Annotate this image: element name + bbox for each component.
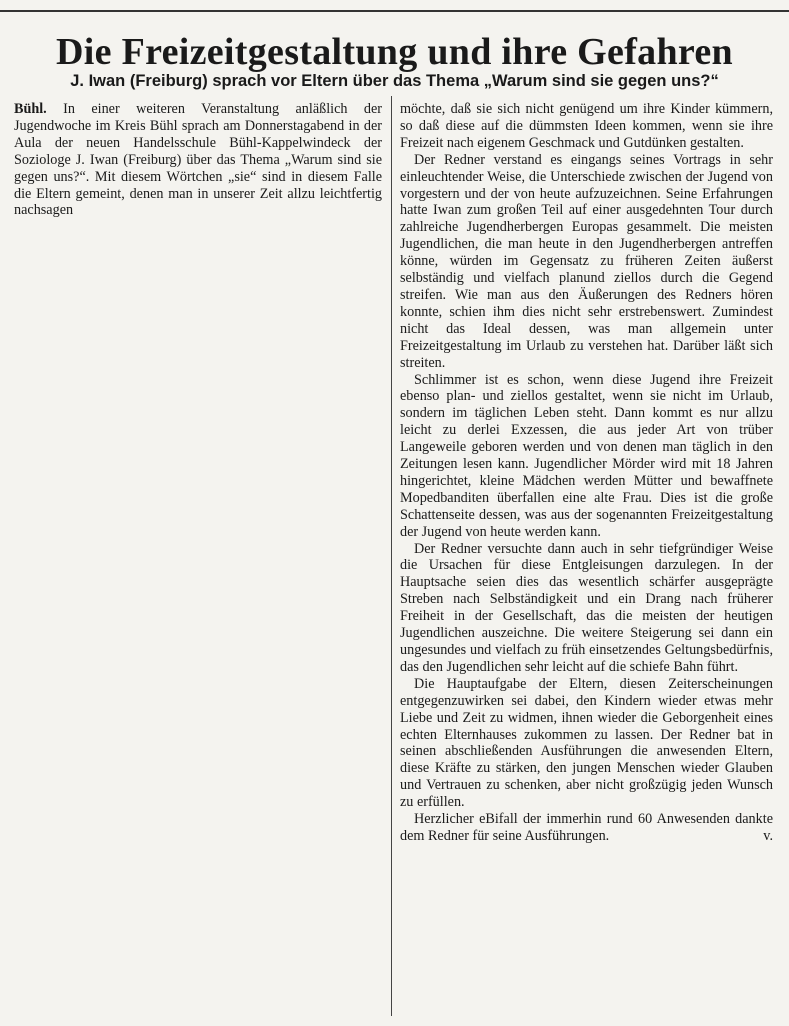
top-rule	[0, 10, 789, 12]
body-paragraph-1: Der Redner verstand es eingangs seines Vortrags in sehr einleuchtender Weise, die Unterschiede zwischen der Jugend von vorgestern und der von heute aufzuzeichnen. Seine Erfahrungen hatte Iwan zum großen Teil auf einer ausgedehnten Tour durch zahlreiche Jugendherbergen Europas gesammelt. Die meisten Jugendlichen, die man heute in den Jugendherbergen antreffen könne, würden im Gegensatz zu früheren Zeiten äußerst selbständig und vielfach planund ziellos durch die Gegend streifen. Wie man aus den Äußerungen des Redners hören konnte, schien ihm dies nicht sehr erstrebenswert. Zumindest nicht das Ideal dessen, was man allgemein unter Freizeitgestaltung im Urlaub zu verstehen hat. Darüber läßt sich streiten.	[400, 151, 773, 371]
body-paragraph-4: Die Hauptaufgabe der Eltern, diesen Zeiterscheinungen entgegenzuwirken sei dabei, den Kindern wieder etwas mehr Liebe und Zeit zu widmen, ihnen wieder die Geborgenheit eines echten Elternhauses zukommen zu lassen. Der Redner bat in seinen abschließenden Ausführungen die anwesenden Eltern, diese Kräfte zu stärken, den jungen Menschen wieder Glauben und Vertrauen zu schenken, aber nicht großzügig jeden Wunsch zu erfüllen.	[400, 675, 773, 811]
article-column-left	[14, 101, 382, 219]
body-paragraph-2: Schlimmer ist es schon, wenn diese Jugend ihre Freizeit ebenso plan- und ziellos gestaltet, wenn sie nicht im Urlaub, sondern im täglichen Leben steht. Dann kommt es nur allzu leicht zu derlei Exzessen, die aus jeder Art von trüber Langeweile geboren werden und von denen man täglich in den Zeitungen lesen kann. Jugendlicher Mörder wird mit 18 Jahren hingerichtet, kleine Mädchen werden Mütter und bewaffnete Mopedbanditen überfallen eine alte Frau. Dies ist die große Schattenseite dessen, was aus der sogenannten Freizeitgestaltung der Jugend von heute werden kann.	[400, 371, 773, 540]
intro-text: In einer weiteren Veranstaltung anläßlich der Jugendwoche im Kreis Bühl sprach am Donnerstagabend in der Aula der neuen Handelsschule Bühl-Kappelwindeck der Soziologe J. Iwan (Freiburg) über das Thema „Warum sind sie gegen uns?“. Mit diesem Wörtchen „sie“ sind in diesem Falle die Eltern gemeint, denen man in unserer Zeit allzu leichtfertig nachsagen	[14, 101, 382, 219]
body-paragraph-3: Der Redner versuchte dann auch in sehr tiefgründiger Weise die Ursachen für diese Entgleisungen darzulegen. In der Hauptsache seien dies das wesentlich schärfer ausgeprägte Streben nach Selbständigkeit und ein Drang nach früherer Freiheit in der Gesellschaft, das die meisten der heutigen Jugendlichen auszeichne. Die weitere Steigerung sei dann ein ungesundes und vielfach zu früh einsetzendes Geltungsbedürfnis, das den Jugendlichen sehr leicht auf die schiefe Bahn führt.	[400, 540, 773, 675]
article-column-right	[400, 101, 773, 845]
author-signature: v.	[763, 827, 773, 844]
column-divider	[391, 96, 392, 1016]
dateline: Bühl.	[14, 101, 47, 117]
intro-paragraph	[14, 101, 382, 219]
subheadline: J. Iwan (Freiburg) sprach vor Eltern über das Thema „Warum sind sie gegen uns?“	[70, 72, 719, 90]
continuation-paragraph: möchte, daß sie sich nicht genügend um ihre Kinder kümmern, so daß diese auf die dümmsten Ideen kommen, wenn sie ihre Freizeit nach eigenem Geschmack und Gutdünken gestalten.	[400, 101, 773, 151]
closing-text: Herzlicher eBifall der immerhin rund 60 Anwesenden dankte dem Redner für seine Ausführungen.	[400, 811, 773, 844]
headline: Die Freizeitgestaltung und ihre Gefahren	[56, 31, 733, 73]
closing-paragraph	[400, 811, 773, 845]
